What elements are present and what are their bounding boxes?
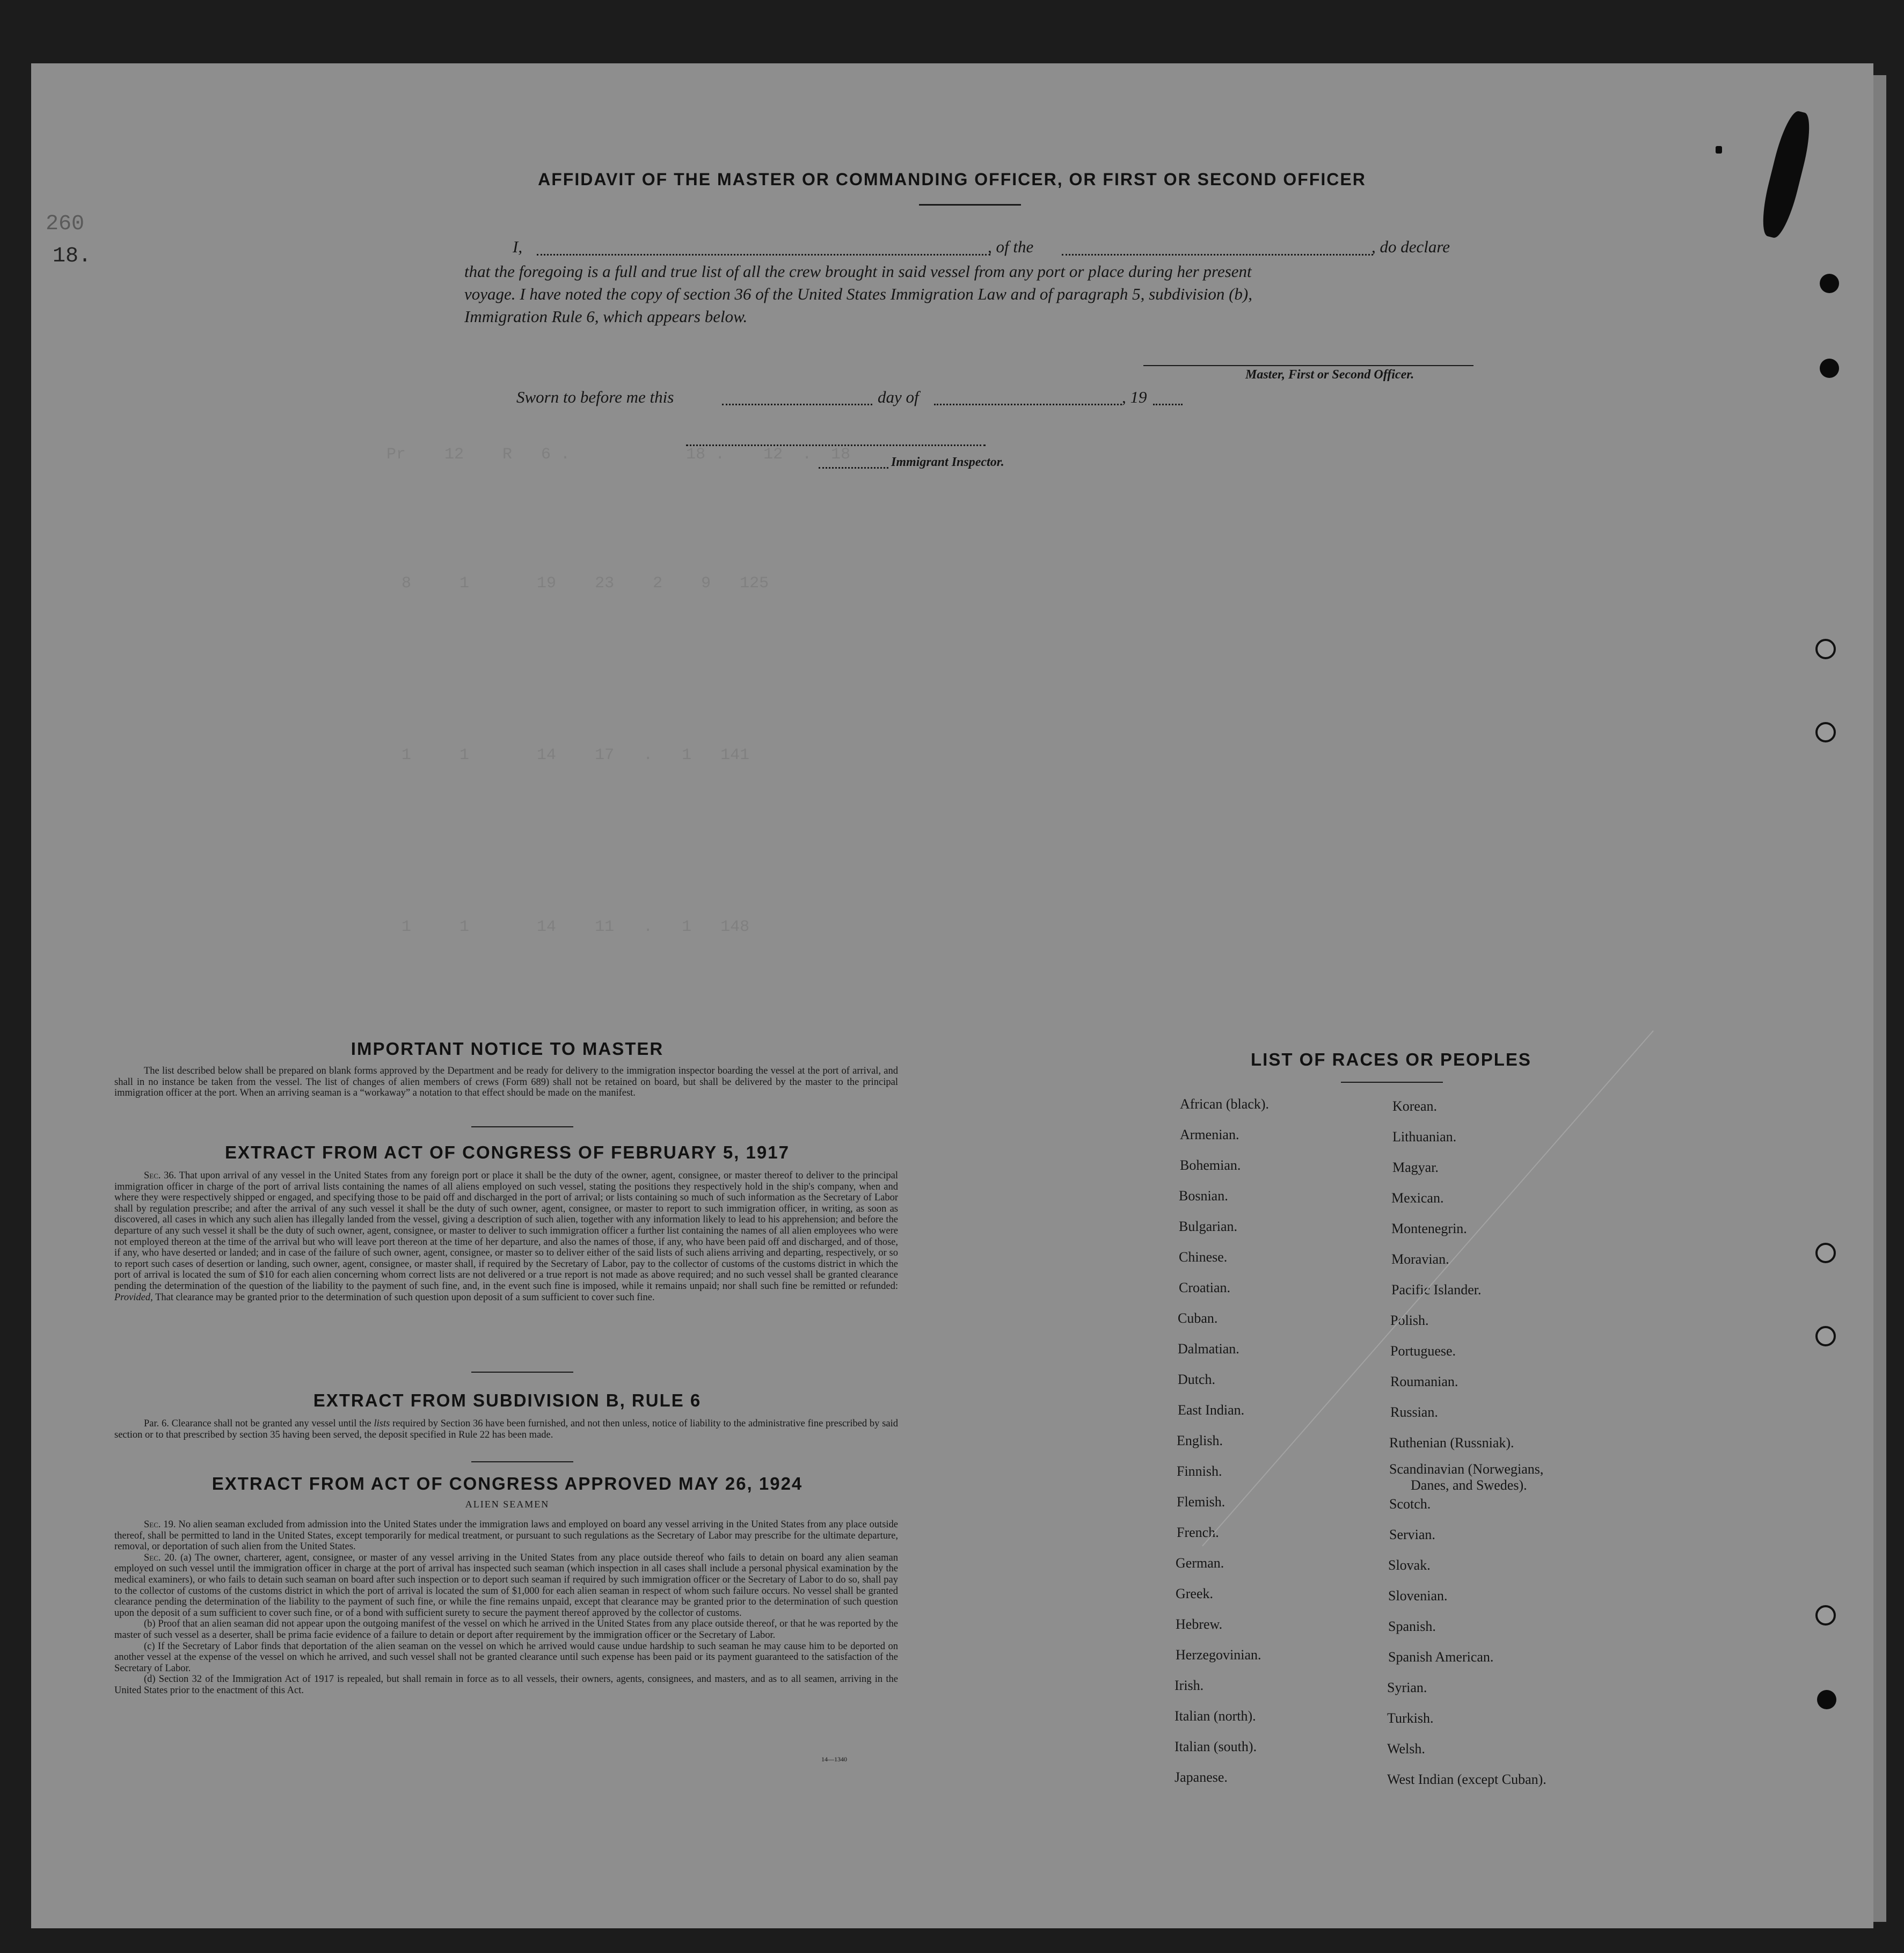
notice-title: IMPORTANT NOTICE TO MASTER xyxy=(351,1039,664,1059)
binding-hole xyxy=(1815,722,1836,742)
ink-speck xyxy=(1716,146,1722,154)
race-item: Slovak. xyxy=(1388,1557,1431,1573)
section-label: Sec. 19. xyxy=(144,1519,176,1530)
extract-1917-title: EXTRACT FROM ACT OF CONGRESS OF FEBRUARY 5, 1917 xyxy=(225,1142,790,1162)
race-item: Moravian. xyxy=(1391,1251,1449,1267)
race-item-continued: Danes, and Swedes). xyxy=(1411,1477,1527,1493)
race-item: Syrian. xyxy=(1387,1680,1427,1695)
bleed-through: 1 1 14 11 . 1 148 xyxy=(344,918,750,936)
race-item: Korean. xyxy=(1392,1098,1438,1114)
day-of-label: day of xyxy=(878,388,919,406)
race-item: Mexican. xyxy=(1391,1190,1444,1206)
signature-line xyxy=(1143,365,1473,366)
section-label: Sec. 20. xyxy=(144,1552,177,1563)
section-text: No alien seaman excluded from admission into the United States under the immigration laws and employed on board any vessel arriving in the United States from any place outside thereof, shall be permitted to land in the United States, except temporarily for medical treatment, or pursuant to such regulations as the Secretary of Labor may prescribe for the ultimate departure, removal, or deportation of such alien from the United States. xyxy=(114,1519,899,1553)
affidavit-line: Immigration Rule 6, which appears below. xyxy=(464,307,748,326)
race-item: Slovenian. xyxy=(1388,1588,1448,1604)
race-item: Bulgarian. xyxy=(1179,1219,1238,1234)
year-blank xyxy=(1153,404,1183,405)
vessel-blank xyxy=(1062,254,1373,256)
race-item: English. xyxy=(1177,1433,1223,1448)
provided-label: Provided, xyxy=(114,1292,153,1303)
extract-rule6-body xyxy=(114,1418,898,1440)
page-edge xyxy=(1873,75,1886,1922)
name-blank xyxy=(537,254,990,256)
extract-rule6-title: EXTRACT FROM SUBDIVISION B, RULE 6 xyxy=(313,1390,702,1410)
race-item: Italian (south). xyxy=(1175,1739,1257,1754)
affidavit-title: AFFIDAVIT OF THE MASTER OR COMMANDING OFFICER, OR FIRST OR SECOND OFFICER xyxy=(538,170,1366,189)
section-label: Sec. 36. xyxy=(144,1170,177,1181)
race-item: French. xyxy=(1177,1525,1219,1540)
race-item: Japanese. xyxy=(1175,1769,1228,1785)
affidavit-line: voyage. I have noted the copy of section 36 of the United States Immigration Law and of paragraph 5, subdivision (b), xyxy=(464,285,1252,303)
bleed-through: 8 1 19 23 2 9 125 xyxy=(344,574,769,593)
binding-hole xyxy=(1820,274,1839,293)
paper-crease xyxy=(1181,1020,1664,1557)
inspector-lead xyxy=(819,467,888,469)
binding-hole xyxy=(1817,1690,1836,1709)
signature-caption: Master, First or Second Officer. xyxy=(1245,368,1414,382)
race-item: Spanish American. xyxy=(1388,1649,1494,1665)
race-item: Pacific Islander. xyxy=(1391,1282,1482,1298)
notice-body: The list described below shall be prepared on blank forms approved by the Department and be ready for delivery to the immigration inspector boarding the vessel at the port of arrival, and shall in no instance be taken from the vessel. The list of changes of alien members of crews (Form 689) shall not be retained on board, but shall be delivered by the master to the principal immigration officer at the port. When an arriving seaman is a “workaway” a notation to that effect should be made on the manifest. xyxy=(114,1066,898,1099)
extract-1924-subtitle: ALIEN SEAMEN xyxy=(465,1499,550,1510)
binding-hole xyxy=(1815,1243,1836,1263)
race-item: Flemish. xyxy=(1177,1494,1225,1510)
race-item: African (black). xyxy=(1180,1096,1270,1112)
inspector-caption: Immigrant Inspector. xyxy=(891,455,1004,469)
affidavit-line: that the foregoing is a full and true list of all the crew brought in said vessel from any port or place during her present xyxy=(464,262,1252,281)
margin-number: 260 xyxy=(46,212,85,236)
rule6-text: required by Section 36 have been furnished, and not then unless, notice of liability to the administrative fine prescribed by said section or to that prescribed by section 35 having been served, the deposit specified in Rule 22 has been made. xyxy=(114,1418,899,1440)
race-item: Lithuanian. xyxy=(1392,1129,1457,1145)
bleed-through: Pr 12 R 6 . 18 . 12 . 18 xyxy=(386,446,851,464)
section-text: (c) If the Secretary of Labor finds that deportation of the alien seaman on the vessel on which he arrived would cause undue hardship to such seaman he may cause him to be deported on another vessel at the expense of the vessel on which he arrived, and such vessel shall not be granted clearance until such expense has been paid or its payment guaranteed to the satisfaction of the Secretary of Labor. xyxy=(114,1641,898,1674)
races-title: LIST OF RACES OR PEOPLES xyxy=(1251,1050,1531,1069)
race-item: Scandinavian (Norwegians, xyxy=(1389,1461,1544,1477)
race-item: Russian. xyxy=(1390,1404,1438,1420)
extract-1924-body xyxy=(114,1519,898,1696)
divider xyxy=(471,1126,573,1127)
race-item: Bosnian. xyxy=(1179,1188,1228,1204)
race-item: Roumanian. xyxy=(1390,1374,1458,1389)
race-item: Servian. xyxy=(1389,1527,1435,1542)
inspector-line xyxy=(686,444,986,446)
affidavit-declare-label: , do declare xyxy=(1372,237,1450,256)
race-item: Bohemian. xyxy=(1180,1157,1241,1173)
section-text: (a) The owner, charterer, agent, consignee, or master of any vessel arriving in the United States from any place outside thereof who fails to detain on board any alien seaman employed on such vessel until the immigration officer in charge at the port of arrival has inspected such seaman (which inspection in all cases shall include a personal physical examination by the medical examiners), or who fails to detain such seaman on board after such inspection or to deport such seaman if required by such immigration officer or the Secretary of Labor to do so, shall pay to the collector of customs of the customs district in which the port of arrival is located the sum of $1,000 for each alien seaman in respect of whom such failure occurs. No vessel shall be granted clearance pending the determination of the liability to the payment of such fine, or while the fine remains unpaid, except that clearance may be granted prior to the determination of such question upon the deposit of a sum sufficient to cover such fine, or of a bond with sufficient surety to secure the payment thereof approved by the collector of customs. xyxy=(114,1552,899,1619)
race-item: Ruthenian (Russniak). xyxy=(1389,1435,1514,1451)
sworn-label: Sworn to before me this xyxy=(516,388,674,406)
race-item: Greek. xyxy=(1176,1586,1214,1601)
race-item: Cuban. xyxy=(1178,1310,1218,1326)
affidavit-i-label: I, xyxy=(513,237,523,256)
race-item: Portuguese. xyxy=(1390,1343,1456,1359)
rule6-lists: lists xyxy=(374,1418,390,1429)
section-text: (b) Proof that an alien seaman did not appear upon the outgoing manifest of the vessel on which he arrived in the United States from any place outside thereof, or that he was reported by the master of such vessel as a deserter, shall be prima facie evidence of a failure to detain or deport after requirement by the immigration officer or the Secretary of Labor. xyxy=(114,1619,898,1641)
section-text: (d) Section 32 of the Immigration Act of 1917 is repealed, but shall remain in force as to all vessels, their owners, agents, consignees, and masters, and as to all seamen, arriving in the United States prior to the enactment of this Act. xyxy=(114,1674,898,1696)
extract-1924-title: EXTRACT FROM ACT OF CONGRESS APPROVED MAY 26, 1924 xyxy=(211,1474,803,1493)
year-label: , 19 xyxy=(1122,388,1147,406)
race-item: Armenian. xyxy=(1180,1127,1239,1142)
race-item: Magyar. xyxy=(1392,1160,1439,1175)
race-item: Dutch. xyxy=(1178,1372,1216,1387)
divider xyxy=(471,1372,573,1373)
race-item: Chinese. xyxy=(1179,1249,1228,1265)
section-text: That upon arrival of any vessel in the United States from any foreign port or place it shall be the duty of the owner, agent, consignee, or master thereof to deliver to the principal immigration officer in charge of the port of arrival lists containing the names of all aliens employed on such vessel, stating the positions they respectively hold in the ship's company, when and where they were respectively shipped or engaged, and specifying those to be paid off and discharged in the port of arrival; or lists containing so much of such information as the Secretary of Labor shall by regulation prescribe; and after the arrival of any such vessel it shall be the duty of such owner, agent, consignee, or master to report to such immigration officer, in writing, as soon as discovered, all cases in which any such alien has illegally landed from the vessel, giving a description of such alien, together with any information likely to lead to his apprehension; and before the departure of any such vessel it shall be the duty of such owner, agent, consignee, or master to deliver to such immigration officer a further list containing the names of all alien employees who were not employed thereon at the time of the arrival but who will leave port thereon at the time of her departure, and also the names of those, if any, who have been paid off and discharged, and of those, if any, who have deserted or landed; and in case of the failure of such owner, agent, consignee, or master so to deliver either of the said lists of such aliens arriving and departing, respectively, or so to report such cases of desertion or landing, such owner, agent, consignee, or master shall, if required by the Secretary of Labor, pay to the collector of customs of the customs district in which the port of arrival is located the sum of $10 for each alien concerning whom correct lists are not delivered or a true report is not made as above required; and no such vessel shall be granted clearance pending the determination of the question of the liability to the payment of such fine, and, in the event such fine is imposed, while it remains unpaid; nor shall such fine be remitted or refunded: xyxy=(114,1170,899,1292)
affidavit-of-the-label: , of the xyxy=(988,237,1034,256)
race-item: German. xyxy=(1176,1555,1224,1571)
divider xyxy=(471,1461,573,1462)
race-item: Turkish. xyxy=(1387,1710,1434,1726)
rule6-text: Par. 6. Clearance shall not be granted any vessel until the xyxy=(144,1418,371,1429)
race-item: Hebrew. xyxy=(1176,1616,1223,1632)
race-item: West Indian (except Cuban). xyxy=(1387,1772,1546,1787)
bleed-through: 1 1 14 17 . 1 141 xyxy=(344,746,750,764)
binding-hole xyxy=(1815,639,1836,659)
divider xyxy=(919,204,1021,206)
binding-hole xyxy=(1815,1605,1836,1626)
race-item: Dalmatian. xyxy=(1178,1341,1239,1357)
race-item: Irish. xyxy=(1175,1678,1204,1693)
race-item: Herzegovinian. xyxy=(1176,1647,1261,1663)
race-item: Scotch. xyxy=(1389,1496,1431,1512)
form-number: 14—1340 xyxy=(821,1755,847,1763)
race-item: Polish. xyxy=(1390,1313,1429,1328)
race-item: Spanish. xyxy=(1388,1619,1436,1634)
margin-number: 18. xyxy=(53,244,92,268)
day-blank xyxy=(722,404,872,405)
race-item: Montenegrin. xyxy=(1391,1221,1467,1236)
binding-hole xyxy=(1820,359,1839,378)
month-blank xyxy=(934,404,1122,405)
extract-1917-body xyxy=(114,1170,898,1303)
race-item: Italian (north). xyxy=(1175,1708,1256,1724)
binding-hole xyxy=(1815,1326,1836,1346)
race-item: Finnish. xyxy=(1177,1463,1222,1479)
race-item: Croatian. xyxy=(1179,1280,1231,1295)
section-text: That clearance may be granted prior to the determination of such question upon deposit of a sum sufficient to cover such fine. xyxy=(155,1292,655,1303)
race-item: East Indian. xyxy=(1178,1402,1245,1418)
race-item: Welsh. xyxy=(1387,1741,1425,1757)
